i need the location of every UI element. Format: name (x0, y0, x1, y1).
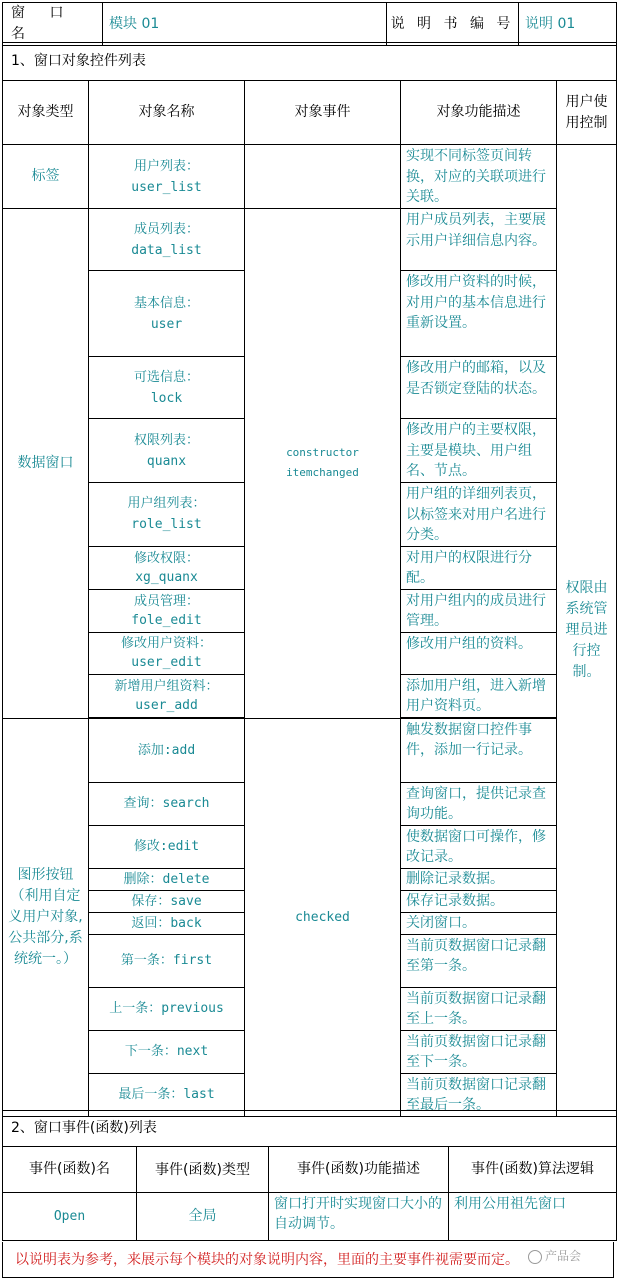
object-desc: 使数据窗口可操作，修改记录。 (401, 825, 557, 868)
object-name: 权限列表： quanx (89, 419, 245, 483)
header-table (2, 2, 617, 46)
object-name: 添加:add (89, 718, 245, 782)
section1-title: 1、窗口对象控件列表 (3, 43, 617, 81)
watermark-text: 产品会 (545, 1249, 582, 1263)
object-desc: 查询窗口，提供记录查询功能。 (401, 782, 557, 825)
object-desc: 修改用户资料的时候，对用户的基本信息进行重新设置。 (401, 271, 557, 357)
event-name: Open (3, 1193, 137, 1241)
object-name: 成员列表： data_list (89, 209, 245, 271)
object-desc: 修改用户的主要权限，主要是模块、用户组名、节点。 (401, 419, 557, 483)
object-desc: 删除记录数据。 (401, 868, 557, 890)
object-name: 返回：back (89, 912, 245, 934)
object-desc: 当前页数据窗口记录翻至上一条。 (401, 987, 557, 1030)
object-name: 基本信息： user (89, 271, 245, 357)
object-name: 第一条：first (89, 934, 245, 987)
object-name: 修改用户资料： user_edit (89, 632, 245, 674)
col-event-type: 事件(函数)类型 (137, 1147, 269, 1193)
group-event: constructor itemchanged (245, 209, 401, 719)
col-object-event: 对象事件 (245, 81, 401, 145)
object-desc: 添加用户组，进入新增用户资料页。 (401, 674, 557, 717)
object-name: 删除：delete (89, 868, 245, 890)
object-name: 用户组列表： role_list (89, 483, 245, 547)
object-desc: 用户组的详细列表页，以标签来对用户名进行分类。 (401, 483, 557, 547)
group-type: 标签 (3, 145, 89, 209)
object-desc: 当前页数据窗口记录翻至下一条。 (401, 1030, 557, 1073)
event-desc: 窗口打开时实现窗口大小的自动调节。 (269, 1193, 449, 1241)
col-event-desc: 事件(函数)功能描述 (269, 1147, 449, 1193)
object-name: 下一条：next (89, 1030, 245, 1073)
object-name: 最后一条：last (89, 1073, 245, 1116)
object-desc: 修改用户组的资料。 (401, 632, 557, 674)
group-event: checked (245, 718, 401, 1116)
object-desc: 修改用户的邮箱，以及是否锁定登陆的状态。 (401, 357, 557, 419)
col-event-logic: 事件(函数)算法逻辑 (449, 1147, 617, 1193)
event-type: 全局 (137, 1193, 269, 1241)
object-name: 保存：save (89, 890, 245, 912)
object-desc: 触发数据窗口控件事件，添加一行记录。 (401, 718, 557, 782)
event-logic: 利用公用祖先窗口 (449, 1193, 617, 1241)
spec-number-value: 说明 01 (519, 3, 617, 46)
user-control-cell: 权限由系统管理员进行控制。 (557, 145, 617, 1117)
group-event (245, 145, 401, 209)
col-user-control: 用户使用控制 (557, 81, 617, 145)
footer-note: 以说明表为参考，来展示每个模块的对象说明内容，里面的主要事件视需要而定。 (2, 1242, 614, 1278)
group-type: 图形按钮（利用自定义用户对象,公共部分,系统统一。） (3, 718, 89, 1116)
col-object-name: 对象名称 (89, 81, 245, 145)
object-name: 修改权限： xg_quanx (89, 546, 245, 589)
object-desc: 对用户组内的成员进行管理。 (401, 589, 557, 632)
watermark (528, 1247, 581, 1264)
window-name-label: 窗 口 名 (3, 3, 103, 46)
spec-number-label: 说 明 书 编 号 (387, 3, 519, 46)
object-desc: 用户成员列表，主要展示用户详细信息内容。 (401, 209, 557, 271)
object-desc: 当前页数据窗口记录翻至第一条。 (401, 934, 557, 987)
object-desc: 对用户的权限进行分配。 (401, 546, 557, 589)
col-object-type: 对象类型 (3, 81, 89, 145)
object-name: 用户列表： user_list (89, 145, 245, 209)
object-name: 查询：search (89, 782, 245, 825)
col-event-name: 事件(函数)名 (3, 1147, 137, 1193)
window-event-table (2, 1110, 617, 1241)
object-desc: 关闭窗口。 (401, 912, 557, 934)
object-name: 新增用户组资料： user_add (89, 674, 245, 717)
window-name-value: 模块 01 (103, 3, 387, 46)
wechat-icon (528, 1250, 542, 1264)
section2-title: 2、窗口事件(函数)列表 (3, 1111, 617, 1147)
object-name: 可选信息： lock (89, 357, 245, 419)
col-object-desc: 对象功能描述 (401, 81, 557, 145)
object-desc: 保存记录数据。 (401, 890, 557, 912)
object-control-table (2, 42, 617, 1117)
object-name: 上一条：previous (89, 987, 245, 1030)
object-desc: 当前页数据窗口记录翻至最后一条。 (401, 1073, 557, 1116)
object-desc: 实现不同标签页间转换，对应的关联项进行关联。 (401, 145, 557, 209)
object-name: 成员管理： fole_edit (89, 589, 245, 632)
object-name: 修改:edit (89, 825, 245, 868)
group-type: 数据窗口 (3, 209, 89, 719)
